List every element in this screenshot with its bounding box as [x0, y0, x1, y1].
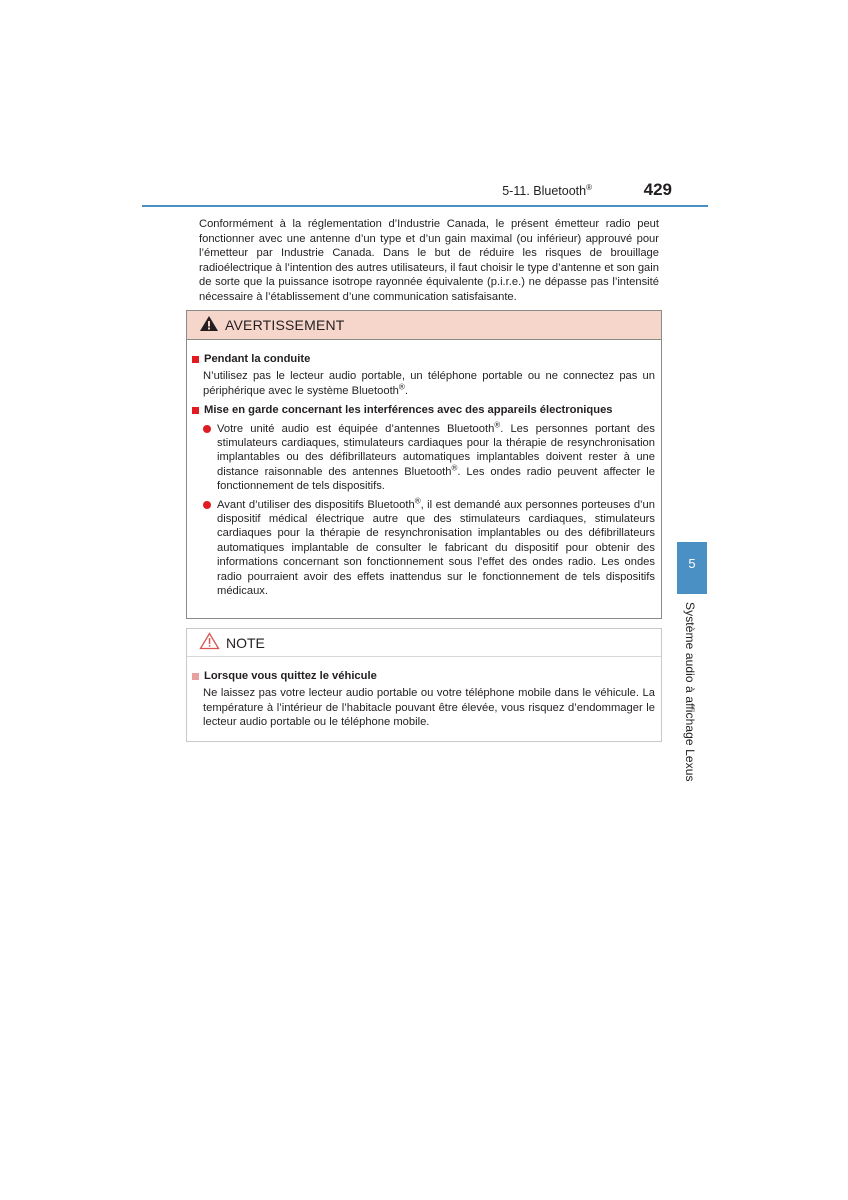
round-bullet-icon	[203, 425, 211, 433]
caution-triangle-icon	[199, 632, 220, 653]
list-item	[192, 419, 655, 494]
registered-mark: ®	[398, 382, 405, 392]
warning-section-heading	[192, 352, 655, 366]
square-bullet-icon	[192, 407, 199, 414]
warning-paragraph	[192, 369, 655, 398]
text-part: Votre unité audio est équipée d’antennes Bluetooth	[217, 422, 495, 435]
heading-text: Mise en garde concernant les interférences avec des appareils électroniques	[204, 404, 613, 417]
note-title: NOTE	[226, 634, 265, 651]
note-body	[187, 657, 661, 730]
note-paragraph: Ne laissez pas votre lecteur audio portable ou votre téléphone mobile dans le véhicule. La température à l’intérieur de l’habitacle pouvant être élevée, vous risquez d’endommager le lecteur audio portable ou le téléphone mobile.	[203, 687, 655, 729]
chapter-number: 5	[688, 556, 696, 571]
paragraph-end: .	[404, 384, 408, 397]
list-item-text	[217, 419, 655, 494]
registered-mark: ®	[414, 495, 421, 505]
warning-header	[187, 311, 661, 340]
section-title	[460, 184, 592, 198]
warning-box	[186, 310, 662, 619]
note-box	[186, 628, 662, 742]
square-bullet-icon	[192, 673, 199, 680]
warning-triangle-icon	[199, 315, 219, 335]
warning-section-heading	[192, 403, 655, 417]
registered-mark: ®	[494, 419, 501, 429]
paragraph-text: N’utilisez pas le lecteur audio portable, un téléphone portable ou ne connectez pas un périphérique avec le système Bluetooth	[203, 370, 655, 397]
text-part: . Les personnes portant des stimulateurs cardiaques, stimulateurs cardiaques pour la thérapie de resynchronisation implantables ou des défibrillateurs automatiques implantables doivent rester à une distance raisonnable des antennes Bluetooth	[217, 422, 655, 478]
note-header	[187, 629, 661, 657]
heading-text: Lorsque vous quittez le véhicule	[204, 670, 377, 682]
heading-text: Pendant la conduite	[204, 353, 311, 365]
text-part: Avant d’utiliser des dispositifs Bluetooth	[217, 498, 415, 511]
chapter-label: Système audio à affichage Lexus	[683, 602, 697, 782]
warning-title: AVERTISSEMENT	[225, 317, 345, 333]
text-part: . Les ondes radio peuvent affecter le fonctionnement de tels dispositifs.	[217, 465, 655, 493]
list-item	[192, 495, 655, 599]
section-title-text: 5-11. Bluetooth	[502, 184, 587, 198]
warning-body	[187, 340, 661, 599]
square-bullet-icon	[192, 356, 199, 363]
text-part: , il est demandé aux personnes porteuses d’un dispositif médical électrique autre que des stimulateurs cardiaques, stimulateurs cardiaques pour la thérapie de resynchronisation implantables ou des défibrillateurs automatiques implantable de consulter le fabricant du dispositif pour obtenir des informations concernant son fonctionnement sous l’effet des ondes radio. Les ondes radio pourraient avoir des effets inattendus sur le fonctionnement de tels dispositifs médicaux.	[217, 498, 655, 598]
header-rule	[142, 205, 708, 207]
intro-paragraph: Conformément à la réglementation d’Industrie Canada, le présent émetteur radio peut fonctionner avec une antenne d’un type et d’un gain maximal (ou inférieur) approuvé pour l’émetteur par Industrie Canada. Dans le but de réduire les risques de brouillage radioélectrique à l’intention des autres utilisateurs, il faut choisir le type d’antenne et son gain de sorte que la puissance isotrope rayonnée équivalente (p.i.r.e.) ne dépasse pas l’intensité nécessaire à l’établissement d’une communication satisfaisante.	[199, 218, 659, 303]
note-section-heading	[192, 669, 655, 683]
round-bullet-icon	[203, 501, 211, 509]
chapter-tab	[677, 542, 707, 594]
registered-mark: ®	[586, 182, 592, 192]
page-number: 429	[643, 180, 672, 199]
registered-mark: ®	[451, 463, 458, 473]
list-item-text	[217, 495, 655, 599]
